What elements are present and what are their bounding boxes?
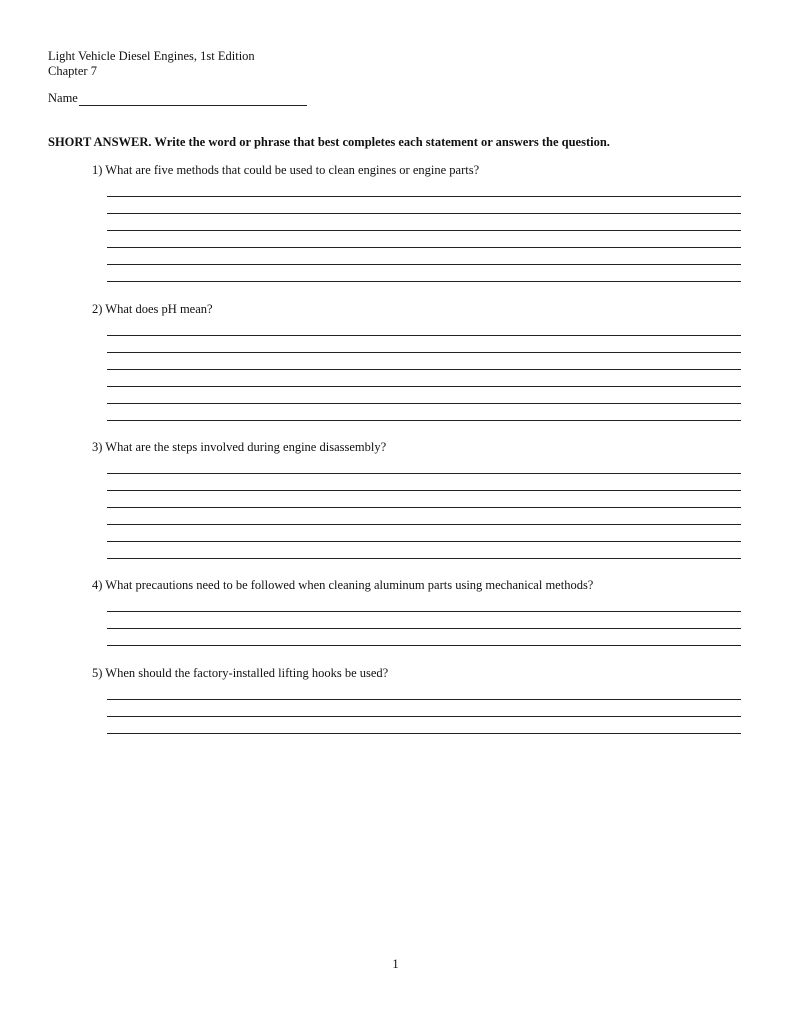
question-2: 2) What does pH mean? xyxy=(92,302,213,316)
name-label: Name xyxy=(48,91,78,105)
name-field-row xyxy=(48,91,307,106)
answer-line[interactable] xyxy=(107,524,741,525)
answer-line[interactable] xyxy=(107,699,741,700)
answer-line[interactable] xyxy=(107,733,741,734)
answer-line[interactable] xyxy=(107,403,741,404)
chapter-label: Chapter 7 xyxy=(48,64,97,78)
answer-line[interactable] xyxy=(107,386,741,387)
answer-line[interactable] xyxy=(107,645,741,646)
answer-line[interactable] xyxy=(107,230,741,231)
page-number: 1 xyxy=(392,957,399,971)
answer-line[interactable] xyxy=(107,611,741,612)
question-4: 4) What precautions need to be followed when cleaning aluminum parts using mechanical methods? xyxy=(92,578,594,592)
book-title: Light Vehicle Diesel Engines, 1st Edition xyxy=(48,49,255,63)
answer-line[interactable] xyxy=(107,541,741,542)
answer-line[interactable] xyxy=(107,196,741,197)
answer-line[interactable] xyxy=(107,281,741,282)
answer-line[interactable] xyxy=(107,369,741,370)
answer-line[interactable] xyxy=(107,490,741,491)
answer-line[interactable] xyxy=(107,247,741,248)
name-blank-line[interactable] xyxy=(79,93,307,106)
document-header xyxy=(48,49,255,79)
answer-line[interactable] xyxy=(107,213,741,214)
answer-line[interactable] xyxy=(107,507,741,508)
question-5: 5) When should the factory-installed lifting hooks be used? xyxy=(92,666,389,680)
answer-line[interactable] xyxy=(107,264,741,265)
answer-line[interactable] xyxy=(107,628,741,629)
answer-line[interactable] xyxy=(107,420,741,421)
answer-line[interactable] xyxy=(107,558,741,559)
answer-line[interactable] xyxy=(107,335,741,336)
answer-line[interactable] xyxy=(107,473,741,474)
answer-line[interactable] xyxy=(107,716,741,717)
section-instructions: SHORT ANSWER. Write the word or phrase that best completes each statement or answers the question. xyxy=(48,135,610,149)
answer-line[interactable] xyxy=(107,352,741,353)
question-3: 3) What are the steps involved during engine disassembly? xyxy=(92,440,387,454)
question-1: 1) What are five methods that could be used to clean engines or engine parts? xyxy=(92,163,480,177)
